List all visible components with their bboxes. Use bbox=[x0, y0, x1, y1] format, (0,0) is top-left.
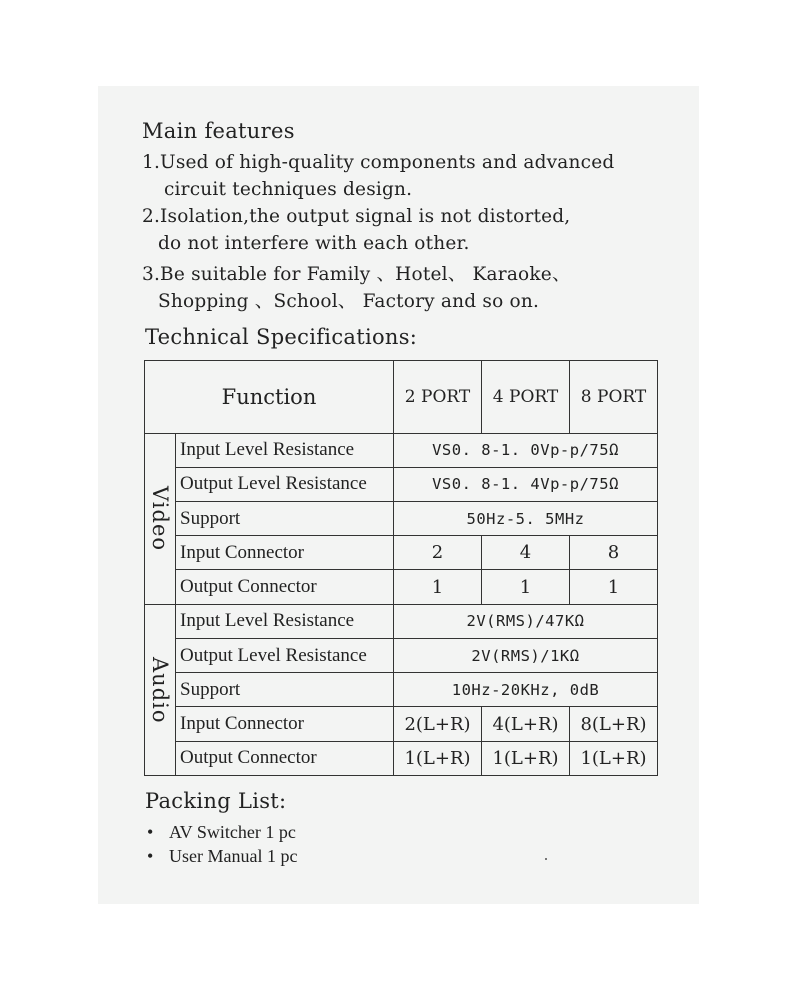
feature-line: 3.Be suitable for Family 、Hotel、 Karaoke、 bbox=[142, 264, 571, 285]
bullet-icon: • bbox=[147, 846, 154, 866]
spec-label: Input Level Resistance bbox=[176, 604, 394, 638]
feature-line: 1.Used of high-quality components and advanced bbox=[142, 152, 615, 173]
spec-value: 50Hz-5. 5MHz bbox=[394, 501, 658, 535]
table-row bbox=[145, 433, 658, 467]
spec-label: Input Connector bbox=[176, 536, 394, 570]
table-row bbox=[145, 604, 658, 638]
paper-speck bbox=[545, 858, 547, 860]
spec-value: 10Hz-20KHz, 0dB bbox=[394, 673, 658, 707]
spec-label: Output Level Resistance bbox=[176, 467, 394, 501]
spec-value: 2(L+R) bbox=[394, 707, 482, 741]
spec-value: 1(L+R) bbox=[570, 741, 658, 775]
spec-label: Support bbox=[176, 501, 394, 535]
spec-value: 1 bbox=[482, 570, 570, 604]
feature-line: 2.Isolation,the output signal is not distorted, bbox=[142, 206, 571, 227]
packing-item: User Manual 1 pc bbox=[169, 846, 298, 866]
spec-header-row bbox=[145, 361, 658, 434]
function-header: Function bbox=[145, 361, 394, 434]
table-row bbox=[145, 570, 658, 604]
tech-specs-title: Technical Specifications: bbox=[145, 325, 418, 349]
table-row bbox=[145, 707, 658, 741]
spec-label: Output Connector bbox=[176, 570, 394, 604]
spec-value: 1(L+R) bbox=[394, 741, 482, 775]
spec-label: Support bbox=[176, 673, 394, 707]
spec-label: Output Connector bbox=[176, 741, 394, 775]
spec-value: VS0. 8-1. 4Vp-p/75Ω bbox=[394, 467, 658, 501]
port-header: 2 PORT bbox=[394, 361, 482, 434]
table-row bbox=[145, 501, 658, 535]
feature-line: Shopping 、School、 Factory and so on. bbox=[158, 291, 540, 312]
list-item bbox=[147, 846, 297, 867]
main-features-title: Main features bbox=[142, 119, 295, 143]
table-row bbox=[145, 741, 658, 775]
spec-value: 1 bbox=[394, 570, 482, 604]
spec-value: 2V(RMS)/1KΩ bbox=[394, 638, 658, 672]
spec-value: 4 bbox=[482, 536, 570, 570]
spec-value: 8(L+R) bbox=[570, 707, 658, 741]
packing-list-title: Packing List: bbox=[145, 789, 287, 813]
spec-label: Input Connector bbox=[176, 707, 394, 741]
spec-table bbox=[144, 360, 658, 776]
spec-value: 8 bbox=[570, 536, 658, 570]
spec-label: Input Level Resistance bbox=[176, 433, 394, 467]
spec-value: 2 bbox=[394, 536, 482, 570]
audio-section-label: Audio bbox=[145, 604, 176, 775]
table-row bbox=[145, 673, 658, 707]
table-row bbox=[145, 467, 658, 501]
port-header: 8 PORT bbox=[570, 361, 658, 434]
video-section-label: Video bbox=[145, 433, 176, 604]
table-row bbox=[145, 536, 658, 570]
spec-label: Output Level Resistance bbox=[176, 638, 394, 672]
spec-value: VS0. 8-1. 0Vp-p/75Ω bbox=[394, 433, 658, 467]
table-row bbox=[145, 638, 658, 672]
packing-item: AV Switcher 1 pc bbox=[169, 822, 296, 842]
feature-line: do not interfere with each other. bbox=[158, 233, 470, 254]
feature-line: circuit techniques design. bbox=[164, 179, 413, 200]
spec-value: 4(L+R) bbox=[482, 707, 570, 741]
list-item bbox=[147, 822, 296, 843]
bullet-icon: • bbox=[147, 822, 154, 842]
spec-value: 1 bbox=[570, 570, 658, 604]
port-header: 4 PORT bbox=[482, 361, 570, 434]
spec-value: 1(L+R) bbox=[482, 741, 570, 775]
spec-value: 2V(RMS)/47KΩ bbox=[394, 604, 658, 638]
